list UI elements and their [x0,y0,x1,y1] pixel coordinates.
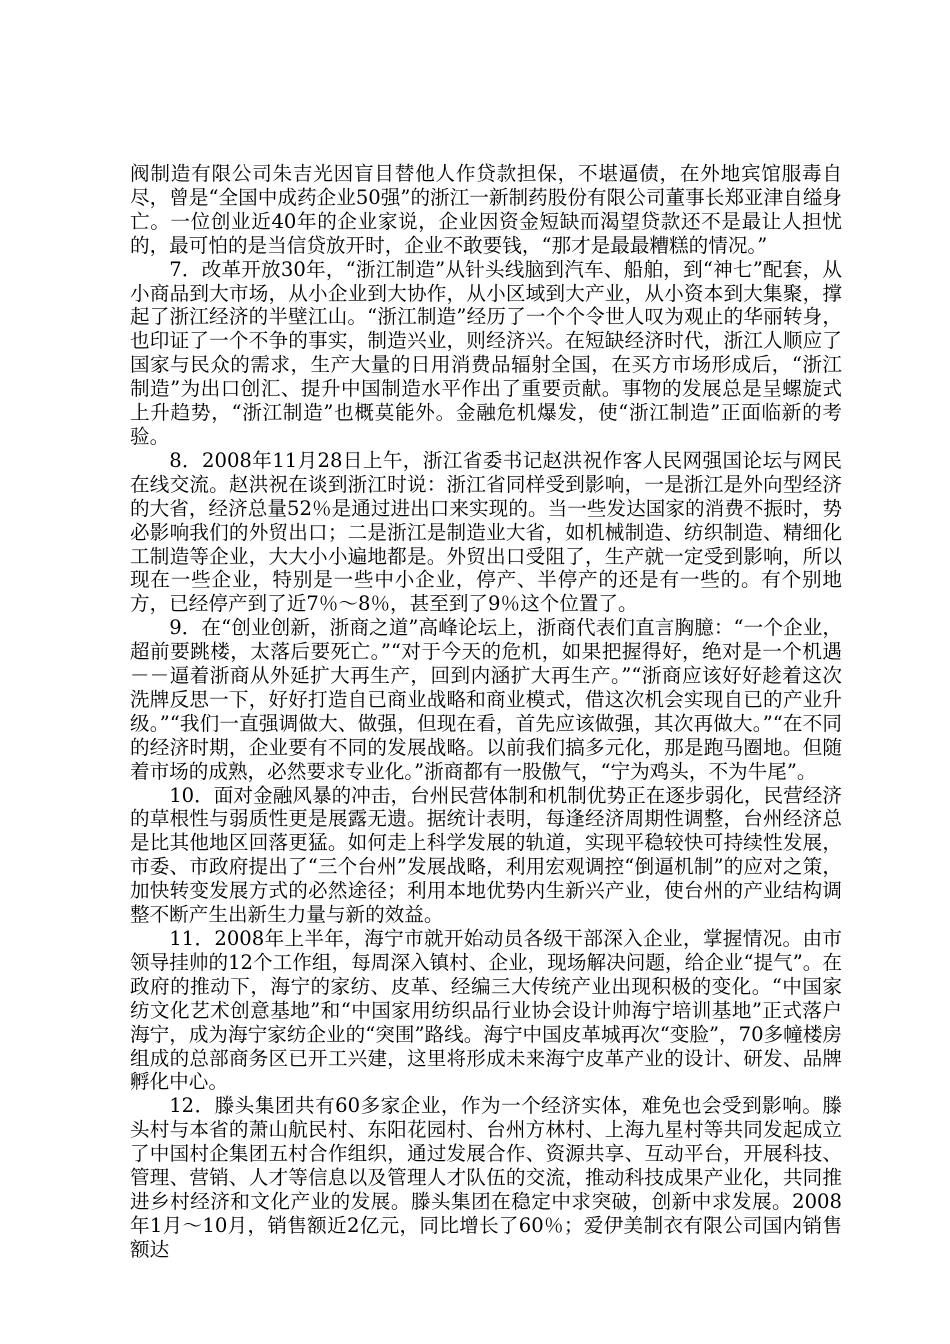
paragraph-10: 10．面对金融风暴的冲击，台州民营体制和机制优势正在逐步弱化，民营经济的草根性与弱质性更是展露无遗。据统计表明，每逢经济周期性调整，台州经济总是比其他地区回落更猛。如何走上科学发展的轨道，实现平稳较快可持续性发展，市委、市政府提出了“三个台州”发展战略，利用宏观调控“倒逼机制”的应对之策，加快转变发展方式的必然途径；利用本地优势内生新兴产业，使台州的产业结构调整不断产生出新生力量与新的效益。 [130,783,842,927]
document-page [130,162,842,1262]
paragraph-9: 9．在“创业创新，浙商之道”高峰论坛上，浙商代表们直言胸臆：“一个企业，超前要跳楼，太落后要死亡。”“对于今天的危机，如果把握得好，绝对是一个机遇－－逼着浙商从外延扩大再生产，回到内涵扩大再生产。”“浙商应该好好趁着这次洗牌反思一下，好好打造自已商业战略和商业模式，借这次机会实现自已的产业升级。”“我们一直强调做大、做强，但现在看，首先应该做强，其次再做大。”“在不同的经济时期，企业要有不同的发展战略。以前我们搞多元化，那是跑马圈地。但随着市场的成熟，必然要求专业化。”浙商都有一股傲气，“宁为鸡头，不为牛尾”。 [130,616,842,783]
paragraph-11: 11．2008年上半年，海宁市就开始动员各级干部深入企业，掌握情况。由市领导挂帅的12个工作组，每周深入镇村、企业，现场解决问题，给企业“提气”。在政府的推动下，海宁的家纺、皮革、经编三大传统产业出现积极的变化。“中国家纺文化艺术创意基地”和“中国家用纺织品行业协会设计帅海宁培训基地”正式落户海宁，成为海宁家纺企业的“突围”路线。海宁中国皮革城再次“变脸”，70多幢楼房组成的总部商务区已开工兴建，这里将形成未来海宁皮革产业的设计、研发、品牌孵化中心。 [130,927,842,1094]
paragraph-continuation: 阀制造有限公司朱吉光因盲目替他人作贷款担保，不堪逼债，在外地宾馆服毒自尽，曾是“全国中成药企业50强”的浙江一新制药股份有限公司董事长郑亚津自缢身亡。一位创业近40年的企业家说，企业因资金短缺而渴望贷款还不是最让人担忧的，最可怕的是当信贷放开时，企业不敢要钱，“那才是最最糟糕的情况。” [130,162,842,257]
paragraph-12: 12．滕头集团共有60多家企业，作为一个经济实体，难免也会受到影响。滕头村与本省的萧山航民村、东阳花园村、台州方林村、上海九星村等共同发起成立了中国村企集团五村合作组织，通过发展合作、资源共享、互动平台，开展科技、管理、营销、人才等信息以及管理人才队伍的交流，推动科技成果产业化，共同推进乡村经济和文化产业的发展。滕头集团在稳定中求突破，创新中求发展。2008年1月～10月，销售额近2亿元，同比增长了60％；爱伊美制衣有限公司国内销售额达 [130,1094,842,1261]
paragraph-8: 8．2008年11月28日上午，浙江省委书记赵洪祝作客人民网强国论坛与网民在线交流。赵洪祝在谈到浙江时说：浙江省同样受到影响，一是浙江是外向型经济的大省，经济总量52％是通过进出口来实现的。当一些发达国家的消费不振时，势必影响我们的外贸出口；二是浙江是制造业大省，如机械制造、纺织制造、精细化工制造等企业，大大小小遍地都是。外贸出口受阻了，生产就一定受到影响，所以现在一些企业，特别是一些中小企业，停产、半停产的还是有一些的。有个别地方，已经停产到了近7％～8％，甚至到了9％这个位置了。 [130,448,842,616]
paragraph-7: 7．改革开放30年，“浙江制造”从针头线脑到汽车、船舶，到“神七”配套，从小商品到大市场，从小企业到大协作，从小区域到大产业，从小资本到大集聚，撑起了浙江经济的半壁江山。“浙江制造”经历了一个个令世人叹为观止的华丽转身，也印证了一个不争的事实，制造兴业，则经济兴。在短缺经济时代，浙江人顺应了国家与民众的需求，生产大量的日用消费品辐射全国，在买方市场形成后，“浙江制造”为出口创汇、提升中国制造水平作出了重要贡献。事物的发展总是呈螺旋式上升趋势，“浙江制造”也概莫能外。金融危机爆发，使“浙江制造”正面临新的考验。 [130,257,842,448]
